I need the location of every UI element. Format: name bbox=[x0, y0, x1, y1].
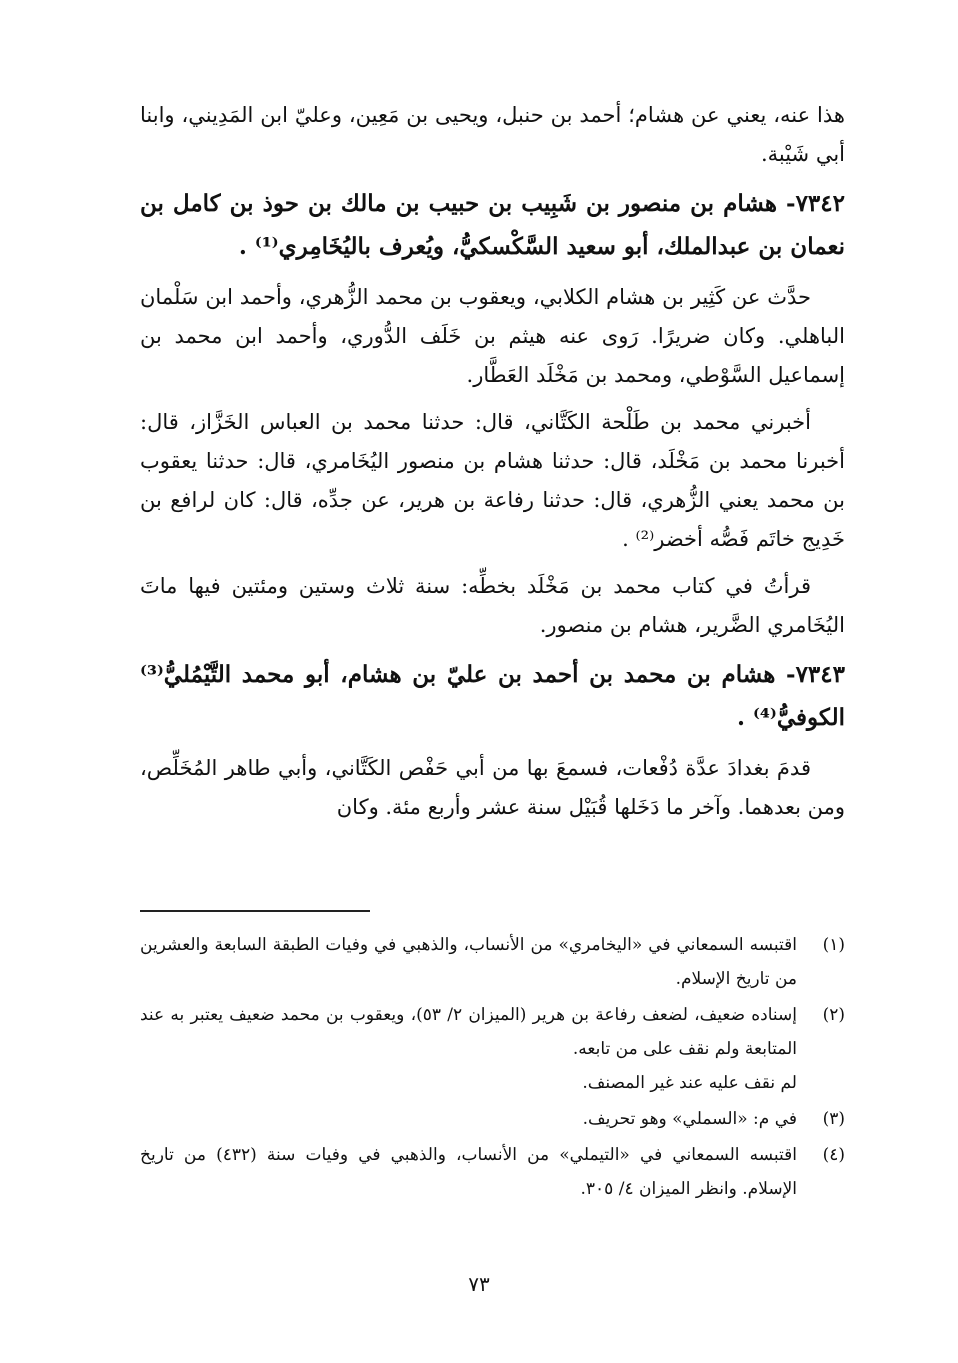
footnote-separator bbox=[140, 910, 370, 912]
footnotes bbox=[140, 928, 845, 1208]
paragraph-biography: حدَّث عن كَثِير بن هشام الكلابي، ويعقوب بن محمد الزُّهري، وأحمد ابن سَلْمان الباهلي. وكان ضريرًا. رَوى عنه هيثم بن خَلَف الدُّوري، وأحمد ابن محمد بن إسماعيل السَّوْطي، ومحمد بن مَخْلَد العَطَّار. bbox=[140, 285, 845, 387]
footnote-number: (١) bbox=[822, 935, 845, 955]
footnote-number: (٤) bbox=[822, 1145, 845, 1165]
main-text bbox=[140, 96, 845, 835]
footnote-text: اقتبسه السمعاني في «اليخامري» من الأنساب، والذهبي في وفيات الطبقة السابعة والعشرين من تاريخ الإسلام. bbox=[140, 935, 797, 989]
entry-heading-7342: ٧٣٤٢- هشام بن منصور بن شَبِيب بن حبيب بن مالك بن حوذ بن كامل بن نعمان بن عبدالملك، أبو سعيد السَّكْسكيُّ، ويُعرف باليُخَامِري⁽¹⁾ . bbox=[140, 190, 845, 260]
footnote-number: (٢) bbox=[822, 1005, 845, 1025]
page-number: ٧٣ bbox=[468, 1272, 490, 1296]
footnote-4 bbox=[140, 1138, 845, 1206]
footnote-1 bbox=[140, 928, 845, 996]
footnote-2 bbox=[140, 998, 845, 1100]
paragraph-continuation: هذا عنه، يعني عن هشام؛ أحمد بن حنبل، ويحيى بن مَعِين، وعليّ ابن المَدِيني، وابنا أبي شَيْبة. bbox=[140, 103, 845, 166]
footnote-3 bbox=[140, 1102, 845, 1136]
paragraph-death-note: قرأتُ في كتاب محمد بن مَخْلَد بخطِّه: سنة ثلاث وستين ومئتين فيها ماتَ اليُخَامري الضَّرير، هشام بن منصور. bbox=[140, 574, 845, 637]
entry-heading-7343: ٧٣٤٣- هشام بن محمد بن أحمد بن عليّ بن هشام، أبو محمد التَّيْمُليُّ⁽³⁾ الكوفيُّ⁽⁴⁾ . bbox=[140, 661, 845, 731]
paragraph-visits: قدمَ بغدادَ عدَّة دُفْعات، فسمعَ بها من أبي حَفْص الكَتَّاني، وأبي طاهر المُخَلِّص، ومن بعدهما. وآخر ما دَخَلها قُبَيْل سنة عشر وأربع مئة. وكان bbox=[140, 756, 845, 819]
paragraph-isnad: أخبرني محمد بن طَلْحة الكَتَّاني، قال: حدثنا محمد بن العباس الخَزَّاز، قال: أخبرنا محمد بن مَخْلَد، قال: حدثنا هشام بن منصور اليُخَامري، قال: حدثنا يعقوب بن محمد يعني الزُّهري، قال: حدثنا رفاعة بن هرير، عن جدِّه، قال: كان لرافع بن خَدِيج خاتَم فَصُّه أخضر⁽²⁾ . bbox=[140, 410, 845, 551]
footnote-text: إسناده ضعيف، لضعف رفاعة بن هرير (الميزان ٢/ ٥٣)، ويعقوب بن محمد ضعيف يعتبر به عند المتابعة ولم نقف على من تابعه. bbox=[140, 1005, 797, 1059]
footnote-text: اقتبسه السمعاني في «التيملي» من الأنساب، والذهبي في وفيات سنة (٤٣٢) من تاريخ الإسلام. وانظر الميزان ٤/ ٣٠٥. bbox=[140, 1145, 798, 1199]
footnote-text: في م: «السملي» وهو تحريف. bbox=[582, 1109, 797, 1129]
footnote-text-extra: لم نقف عليه عند غير المصنف. bbox=[582, 1073, 797, 1093]
footnote-number: (٣) bbox=[822, 1109, 845, 1129]
